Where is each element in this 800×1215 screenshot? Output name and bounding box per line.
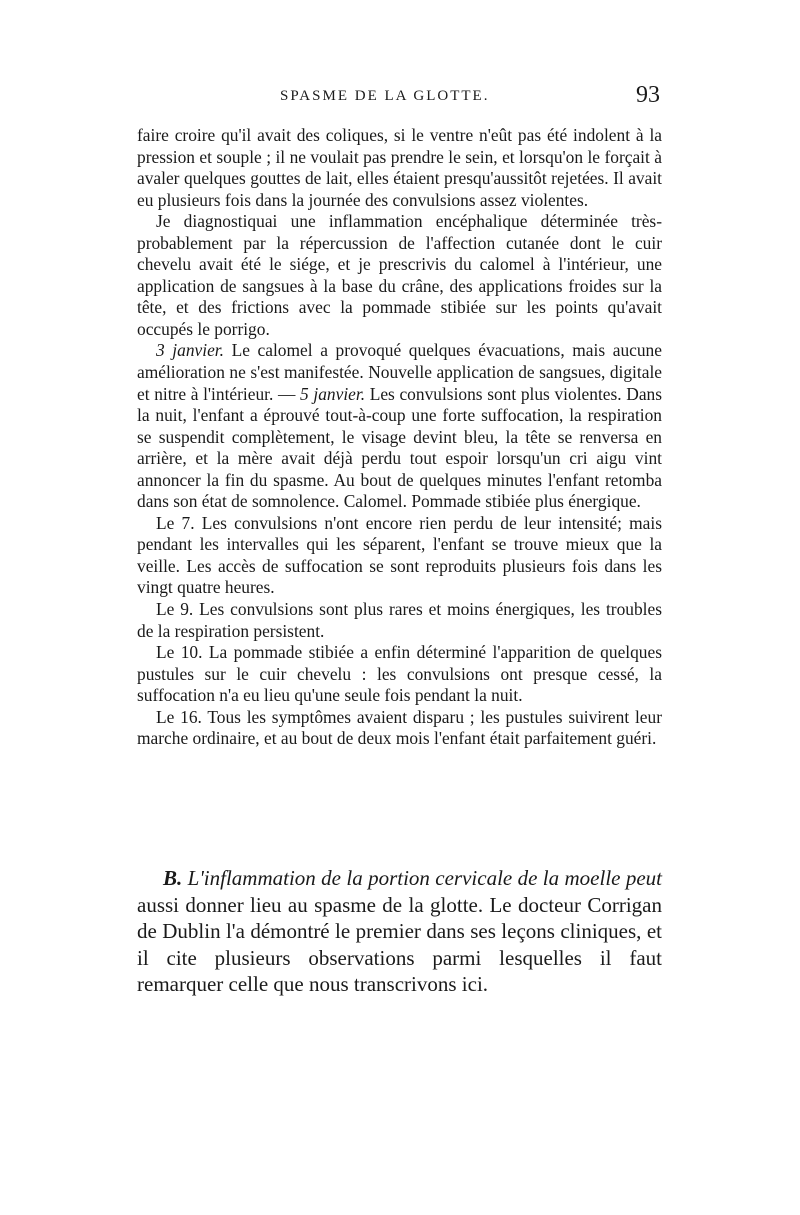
section-letter: B. bbox=[163, 866, 183, 890]
section-heading: L'inflammation de la portion cervicale de la moelle peut bbox=[182, 866, 662, 890]
paragraph-le-7: Le 7. Les convulsions n'ont encore rien perdu de leur intensité; mais pendant les intervalles qui les séparent, l'enfant se trouve mieux que la veille. Les accès de suffocation se sont reproduits plusieurs fois dans les vingt quatre heures. bbox=[137, 512, 662, 598]
paragraph-january-text-1: Le calomel a provoqué quelques évacuations, mais aucune amélioration ne s'est manifestée. Nouvelle application de sangsues, digitale et nitre à l'intérieur. — bbox=[137, 340, 662, 404]
paragraph-le-16: Le 16. Tous les symptômes avaient disparu ; les pustules suivirent leur marche ordinaire, et au bout de deux mois l'enfant était parfaitement guéri. bbox=[137, 706, 662, 749]
running-header bbox=[130, 82, 660, 116]
paragraph-diagnosis: Je diagnostiquai une inflammation encéphalique déterminée très-probablement par la répercussion de l'affection cutanée dont le cuir chevelu avait été le siége, et je prescrivis du calomel à l'intérieur, une application de sangsues à la base du crâne, des applications froides sur la tête, et des frictions avec la pommade stibiée sur les points qu'avait occupés le porrigo. bbox=[137, 211, 662, 339]
page-number: 93 bbox=[636, 82, 660, 108]
paragraph-january-text-2: Les convulsions sont plus violentes. Dans la nuit, l'enfant a éprouvé tout-à-coup une forte suffocation, la respiration se suspendit complètement, le visage devint bleu, la tête se renversa en arrière, et la mère avait déjà perdu tout espoir lorsqu'un cri aigu vint annoncer la fin du spasme. Au bout de quelques minutes l'enfant retomba dans son état de somnolence. Calomel. Pommade stibiée plus énergique. bbox=[137, 383, 662, 512]
date-3-janvier: 3 janvier. bbox=[156, 340, 224, 361]
paragraph-continuation: faire croire qu'il avait des coliques, si le ventre n'eût pas été indolent à la pression et souple ; il ne voulait pas prendre le sein, et lorsqu'on le forçait à avaler quelques gouttes de lait, elles étaient presqu'aussitôt rejetées. Il avait eu plusieurs fois dans la journée des convulsions assez violentes. bbox=[137, 125, 662, 210]
date-5-janvier: 5 janvier. bbox=[300, 383, 366, 404]
running-title: SPASME DE LA GLOTTE. bbox=[280, 88, 490, 104]
section-b bbox=[137, 865, 662, 998]
paragraph-le-9: Le 9. Les convulsions sont plus rares et moins énergiques, les troubles de la respiration persistent. bbox=[137, 599, 662, 641]
body-text bbox=[137, 125, 662, 750]
paragraph-le-10: Le 10. La pommade stibiée a enfin déterminé l'apparition de quelques pustules sur le cuir chevelu : les convulsions ont presque cessé, la suffocation n'a eu lieu qu'une seule fois pendant la nuit. bbox=[137, 642, 662, 706]
section-b-paragraph bbox=[137, 865, 662, 998]
paragraph-january bbox=[137, 340, 662, 512]
section-body: aussi donner lieu au spasme de la glotte. Le docteur Corrigan de Dublin l'a démontré le premier dans ses leçons cliniques, et il cite plusieurs observations parmi lesquelles il faut remarquer celle que nous transcrivons ici. bbox=[137, 892, 662, 997]
